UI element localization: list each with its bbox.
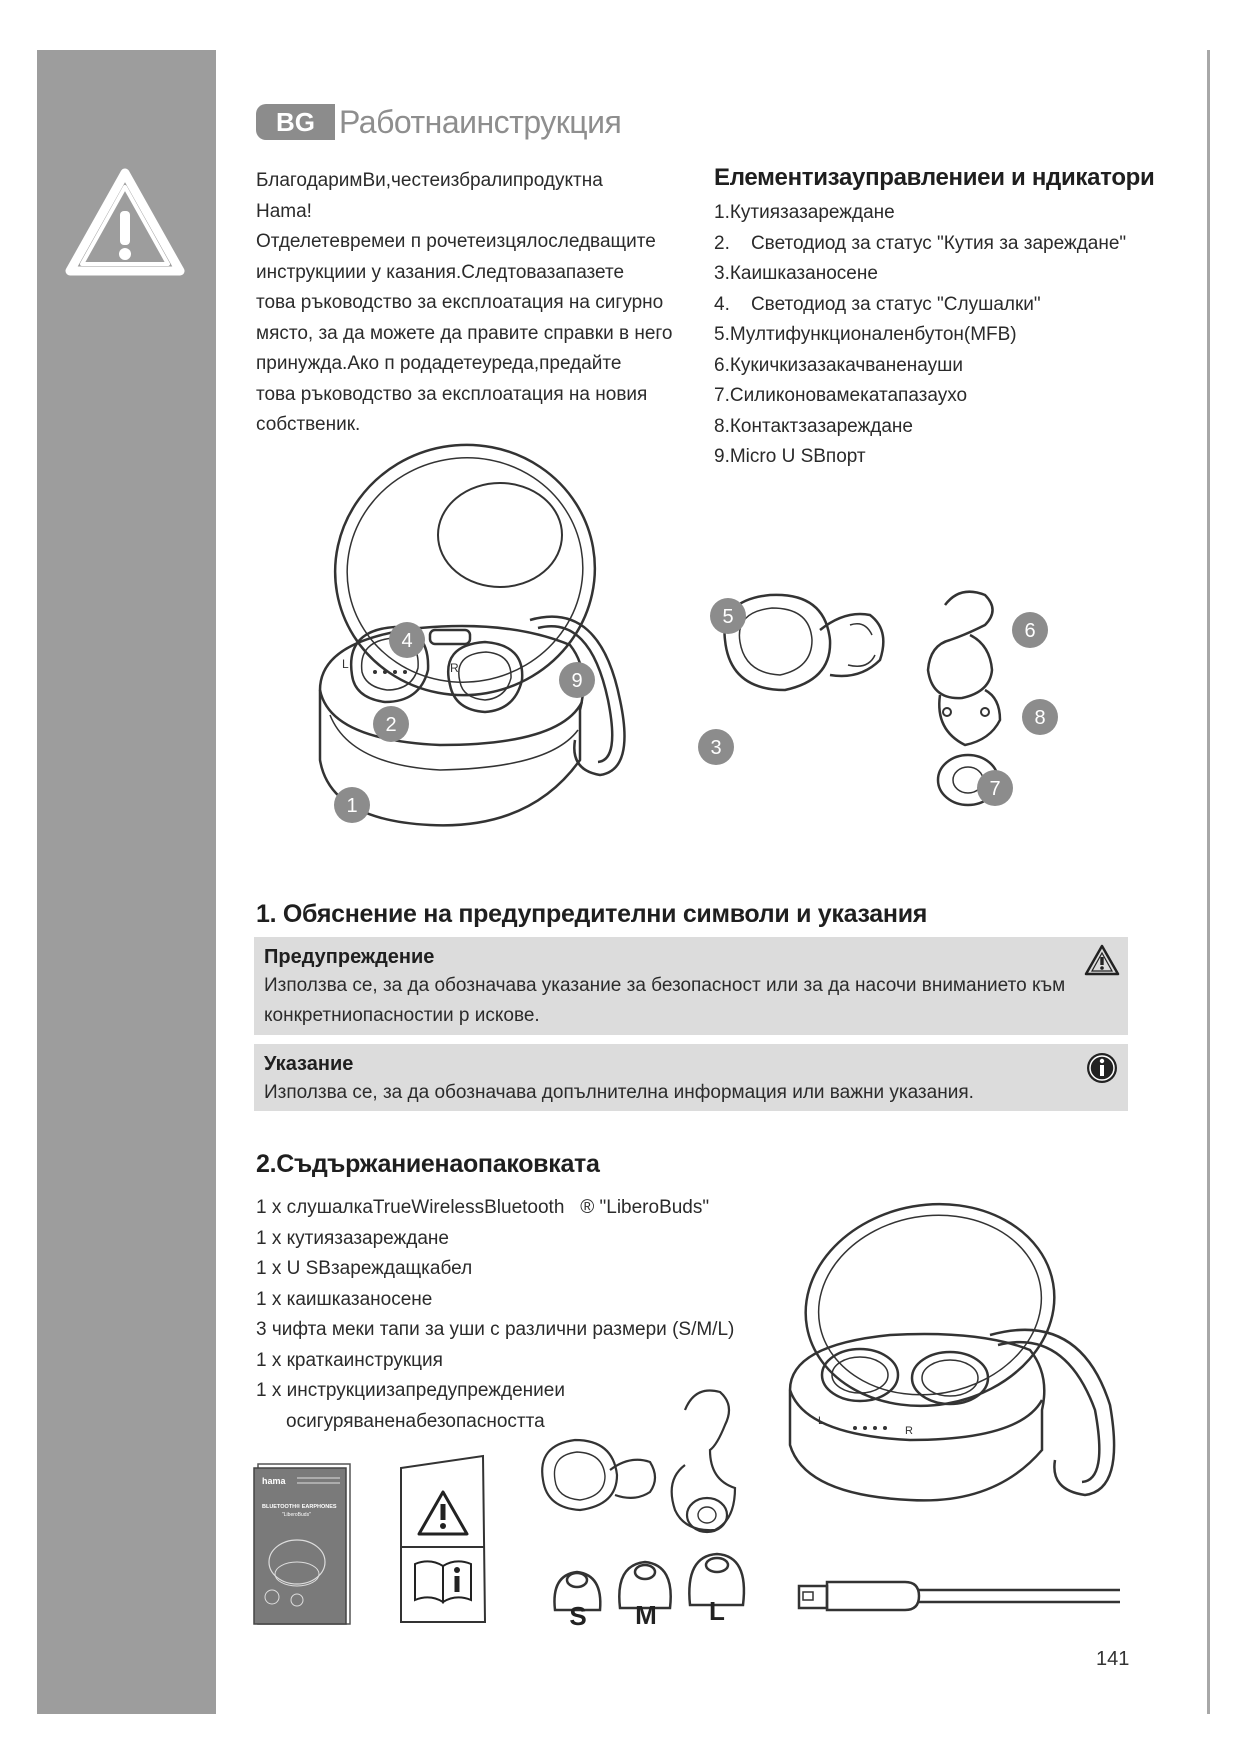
callout-8: 8 [1034,707,1046,729]
intro-line: собственик. [256,414,361,435]
eartip-size-s: S [569,1601,587,1630]
controls-item: 8.Контактзазареждане [714,415,913,437]
eartips-illustration [545,1550,755,1630]
package-item: 1 x слушалкаTrueWirelessBluetooth ® "LiberoBuds" [256,1197,710,1218]
package-item: 1 x кутиязазареждане [256,1227,449,1249]
earbud-detail-diagram [700,580,1080,820]
warning-line: конкретниопасностии р искове. [264,1005,540,1026]
callout-7: 7 [989,778,1001,800]
note-text [254,1078,1128,1112]
controls-item: 1.Кутиязазареждане [714,202,895,223]
svg-text:L: L [342,657,349,671]
controls-item: 9.Micro U SBпорт [714,446,866,467]
warning-text [254,971,1128,1035]
package-item: 1 x краткаинструкция [256,1349,443,1371]
intro-line: Hama! [256,200,312,222]
note-title: Указание [264,1053,354,1075]
warning-triangle-icon [64,167,186,279]
safety-leaflet [397,1452,489,1626]
controls-item: 3.Каишказаносене [714,263,878,284]
controls-item: 7.Силиконовамекатапазаухо [714,385,968,406]
intro-line: принужда.Ако п родадетеуреда,предайте [256,353,622,374]
left-sidebar-band [37,50,216,1714]
controls-item: 4. Светодиод за статус "Слушалки" [714,293,1041,315]
callout-5: 5 [722,606,734,628]
package-item: 1 x каишказаносене [256,1288,433,1310]
note-box [254,1044,1128,1111]
intro-line: Отделетевремеи п рочетеизцялоследващите [256,231,656,252]
booklet-subtitle: BLUETOOTH® EARPHONES [262,1504,337,1510]
page-header [256,103,621,141]
language-badge: BG [256,104,335,140]
intro-line: БлагодаримВи,честеизбралипродуктна [256,170,603,191]
page-number: 141 [1096,1648,1130,1670]
controls-heading: Елементизауправлениеи и ндикатори [714,164,1155,191]
eartip-size-l: L [709,1596,725,1626]
page-title: Работнаинструкция [339,103,622,140]
callout-6: 6 [1024,620,1036,642]
booklet-brand: hama [262,1476,286,1486]
callout-9: 9 [571,670,583,692]
charging-case-diagram [300,440,760,890]
svg-text:R: R [905,1425,913,1437]
svg-text:L: L [818,1415,825,1427]
package-item: 3 чифта меки тапи за уши с различни размери (S/M/L) [256,1319,735,1340]
warning-box [254,937,1128,1035]
callout-2: 2 [385,714,397,736]
callout-1: 1 [346,795,358,817]
quick-guide-booklet [252,1462,352,1626]
svg-text:R: R [450,661,459,675]
controls-item: 5.Мултифункционаленбутон(MFB) [714,324,1017,345]
controls-list [714,164,1174,473]
earbuds-illustration [535,1370,775,1550]
note-line: Използва се, за да обозначава допълнителна информация или важни указания. [264,1082,974,1103]
charging-case-illustration [780,1200,1140,1530]
intro-paragraph [256,166,676,441]
warning-line: Използва се, за да обозначава указание за безопасност или за да насочи вниманието към [264,975,1066,996]
package-item: 1 x инструкциизапредупреждениеи [256,1380,565,1401]
intro-line: това ръководство за експлоатация на сигурно [256,292,664,313]
eartip-size-m: M [635,1600,657,1630]
callout-3: 3 [710,737,722,759]
controls-item: 6.Кукичкизазакачваненауши [714,354,963,376]
section1-heading: 1. Обяснение на предупредителни символи и указания [256,900,928,928]
booklet-model: "LiberoBuds" [282,1512,311,1518]
callout-4: 4 [401,630,413,652]
warning-triangle-icon [1084,943,1120,979]
usb-cable-illustration [795,1574,1125,1624]
package-item: осигуряваненабезопасността [286,1410,545,1432]
right-margin-rule [1207,50,1210,1714]
controls-item: 2. Светодиод за статус "Кутия за зареждане" [714,232,1127,254]
intro-line: инструкциии у казания.Следтовазапазете [256,261,625,283]
intro-line: това ръководство за експлоатация на новия [256,383,648,405]
section2-heading: 2.Съдържаниенаопаковката [256,1150,600,1178]
warning-title: Предупреждение [264,946,435,968]
package-item: 1 x U SBзареждащкабел [256,1258,473,1279]
info-circle-icon [1084,1050,1120,1086]
intro-line: място, за да можете да правите справки в него [256,322,673,344]
callout-badges [334,622,734,823]
